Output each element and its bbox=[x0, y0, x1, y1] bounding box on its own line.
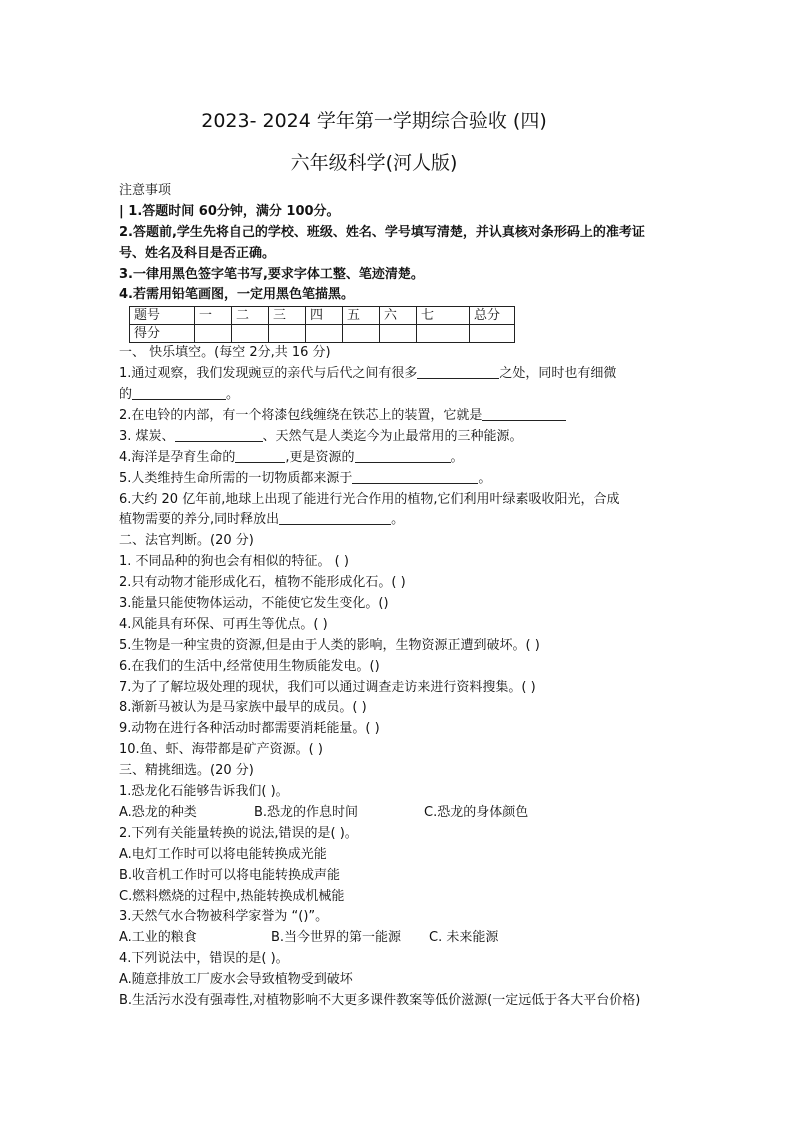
note-item: 号、姓名及科目是否正确。 bbox=[119, 245, 276, 261]
question-text: ,更是资源的 bbox=[285, 449, 355, 465]
choice-question: 1.恐龙化石能够告诉我们( )。 bbox=[119, 784, 289, 800]
question-text: 3. 煤炭、 bbox=[119, 428, 175, 444]
score-cell: 七 bbox=[417, 307, 470, 325]
choice-question: 2.下列有关能量转换的说法,错误的是( )。 bbox=[119, 825, 358, 841]
question-text: 。 bbox=[391, 512, 405, 528]
question-text: 的 bbox=[119, 387, 133, 403]
judgment-item[interactable]: 1. 不同品种的狗也会有相似的特征。 ( ) bbox=[119, 554, 349, 570]
question-text: 。 bbox=[478, 470, 492, 486]
score-table-score-row bbox=[130, 325, 515, 343]
choice-option[interactable]: B.当今世界的第一能源 bbox=[271, 930, 402, 946]
answer-blank[interactable] bbox=[352, 470, 478, 484]
judgment-item[interactable]: 5.生物是一种宝贵的资源,但是由于人类的影响，生物资源正遭到破坏。( ) bbox=[119, 637, 540, 653]
exam-body bbox=[119, 181, 739, 1012]
choice-option[interactable]: B.收音机工作时可以将电能转换成声能 bbox=[119, 867, 341, 883]
question-text: 植物需要的养分,同时释放出 bbox=[119, 512, 280, 528]
question-1-6 bbox=[119, 490, 739, 511]
question-1-1 bbox=[119, 364, 739, 385]
score-cell: 二 bbox=[232, 307, 269, 325]
question-text: 。 bbox=[450, 449, 464, 465]
score-cell: 三 bbox=[269, 307, 306, 325]
choice-option[interactable]: A.电灯工作时可以将电能转换成光能 bbox=[119, 846, 327, 862]
score-input-cell[interactable] bbox=[269, 325, 306, 343]
judgment-item[interactable]: 7.为了了解垃圾处理的现状，我们可以通过调查走访来进行资料搜集。( ) bbox=[119, 679, 536, 695]
judgment-item[interactable]: 8.渐新马被认为是马家族中最早的成员。( ) bbox=[119, 700, 367, 716]
judgment-item[interactable]: 3.能量只能使物体运动，不能使它发生变化。() bbox=[119, 596, 389, 612]
choice-options bbox=[119, 928, 739, 949]
choice-question: 4.下列说法中，错误的是( )。 bbox=[119, 951, 289, 967]
section1-heading: 一、 快乐填空。(每空 2分,共 16 分) bbox=[119, 345, 331, 361]
score-table-header-row bbox=[130, 307, 515, 325]
answer-blank[interactable] bbox=[175, 428, 263, 442]
question-text: 1.通过观察，我们发现豌豆的亲代与后代之间有很多 bbox=[119, 366, 418, 382]
choice-option[interactable]: C. 未来能源 bbox=[429, 930, 499, 946]
choice-option[interactable]: B.生活污水没有强毒性,对植物影响不大更多课件教案等低价滋源(一定远低于各大平台价格) bbox=[119, 992, 641, 1008]
score-row-label: 得分 bbox=[130, 325, 195, 343]
answer-blank[interactable] bbox=[279, 511, 391, 525]
choice-option[interactable]: A.恐龙的种类 bbox=[119, 804, 197, 820]
score-input-cell[interactable] bbox=[306, 325, 343, 343]
judgment-item[interactable]: 4.风能具有环保、可再生等优点。( ) bbox=[119, 616, 328, 632]
answer-blank[interactable] bbox=[235, 449, 285, 463]
section3-heading: 三、精挑细选。(20 分) bbox=[119, 763, 254, 779]
score-table bbox=[129, 306, 515, 343]
note-item: 3.一律用黑色签字笔书写,要求字体工整、笔迹清楚。 bbox=[119, 266, 424, 282]
choice-options bbox=[119, 803, 739, 824]
score-input-cell[interactable] bbox=[232, 325, 269, 343]
score-input-cell[interactable] bbox=[343, 325, 380, 343]
choice-option[interactable]: A.随意排放工厂废水会导致植物受到破坏 bbox=[119, 972, 353, 988]
choice-option[interactable]: C.燃料燃烧的过程中,热能转换成机械能 bbox=[119, 888, 345, 904]
question-text: 2.在电铃的内部，有一个将漆包线缠绕在铁芯上的装置，它就是 bbox=[119, 408, 483, 424]
score-cell: 六 bbox=[380, 307, 417, 325]
question-text: 6.大约 20 亿年前,地球上出现了能进行光合作用的植物,它们利用叶绿素吸收阳光，合成 bbox=[119, 491, 620, 507]
judgment-item[interactable]: 10.鱼、虾、海带都是矿产资源。( ) bbox=[119, 742, 323, 758]
judgment-item[interactable]: 6.在我们的生活中,经常使用生物质能发电。() bbox=[119, 658, 380, 674]
question-1-6-cont bbox=[119, 510, 739, 531]
choice-question: 3.天然气水合物被科学家誉为 “()”。 bbox=[119, 909, 329, 925]
answer-blank[interactable] bbox=[482, 407, 566, 421]
choice-option[interactable]: A.工业的粮食 bbox=[119, 930, 197, 946]
judgment-item[interactable]: 9.动物在进行各种活动时都需要消耗能量。( ) bbox=[119, 721, 380, 737]
question-1-1-cont bbox=[119, 385, 739, 406]
question-text: 。 bbox=[226, 387, 240, 403]
note-item: 2.答题前,学生先将自己的学校、班级、姓名、学号填写清楚，并认真核对条形码上的准考证 bbox=[119, 224, 645, 240]
choice-option[interactable]: B.恐龙的作息时间 bbox=[254, 804, 359, 820]
score-input-cell[interactable] bbox=[470, 325, 515, 343]
question-text: 、天然气是人类迄今为止最常用的三种能源。 bbox=[262, 428, 523, 444]
score-cell: 四 bbox=[306, 307, 343, 325]
score-cell: 题号 bbox=[130, 307, 195, 325]
choice-option[interactable]: C.恐龙的身体颜色 bbox=[424, 804, 529, 820]
score-cell: 总分 bbox=[470, 307, 515, 325]
score-input-cell[interactable] bbox=[417, 325, 470, 343]
question-text: 4.海洋是孕育生命的 bbox=[119, 449, 236, 465]
question-1-2 bbox=[119, 406, 739, 427]
notes-heading: 注意事项 bbox=[119, 183, 172, 198]
question-text: 5.人类维持生命所需的一切物质都来源于 bbox=[119, 470, 353, 486]
note-item: 4.若需用铅笔画图，一定用黑色笔描黑。 bbox=[119, 287, 354, 303]
score-cell: 一 bbox=[195, 307, 232, 325]
score-input-cell[interactable] bbox=[380, 325, 417, 343]
score-input-cell[interactable] bbox=[195, 325, 232, 343]
section2-heading: 二、法官判断。(20 分) bbox=[119, 533, 254, 549]
answer-blank[interactable] bbox=[417, 365, 499, 379]
exam-title: 2023- 2024 学年第一学期综合验收 (四) bbox=[201, 110, 547, 132]
question-text: 之处，同时也有细微 bbox=[499, 366, 617, 382]
note-item: | 1.答题时间 60分钟，满分 100分。 bbox=[119, 203, 340, 219]
answer-blank[interactable] bbox=[132, 386, 226, 400]
question-1-3 bbox=[119, 427, 739, 448]
question-1-5 bbox=[119, 469, 739, 490]
score-cell: 五 bbox=[343, 307, 380, 325]
question-1-4 bbox=[119, 448, 739, 469]
answer-blank[interactable] bbox=[355, 449, 451, 463]
exam-subtitle: 六年级科学(河人版) bbox=[290, 152, 458, 174]
judgment-item[interactable]: 2.只有动物才能形成化石，植物不能形成化石。( ) bbox=[119, 575, 406, 591]
